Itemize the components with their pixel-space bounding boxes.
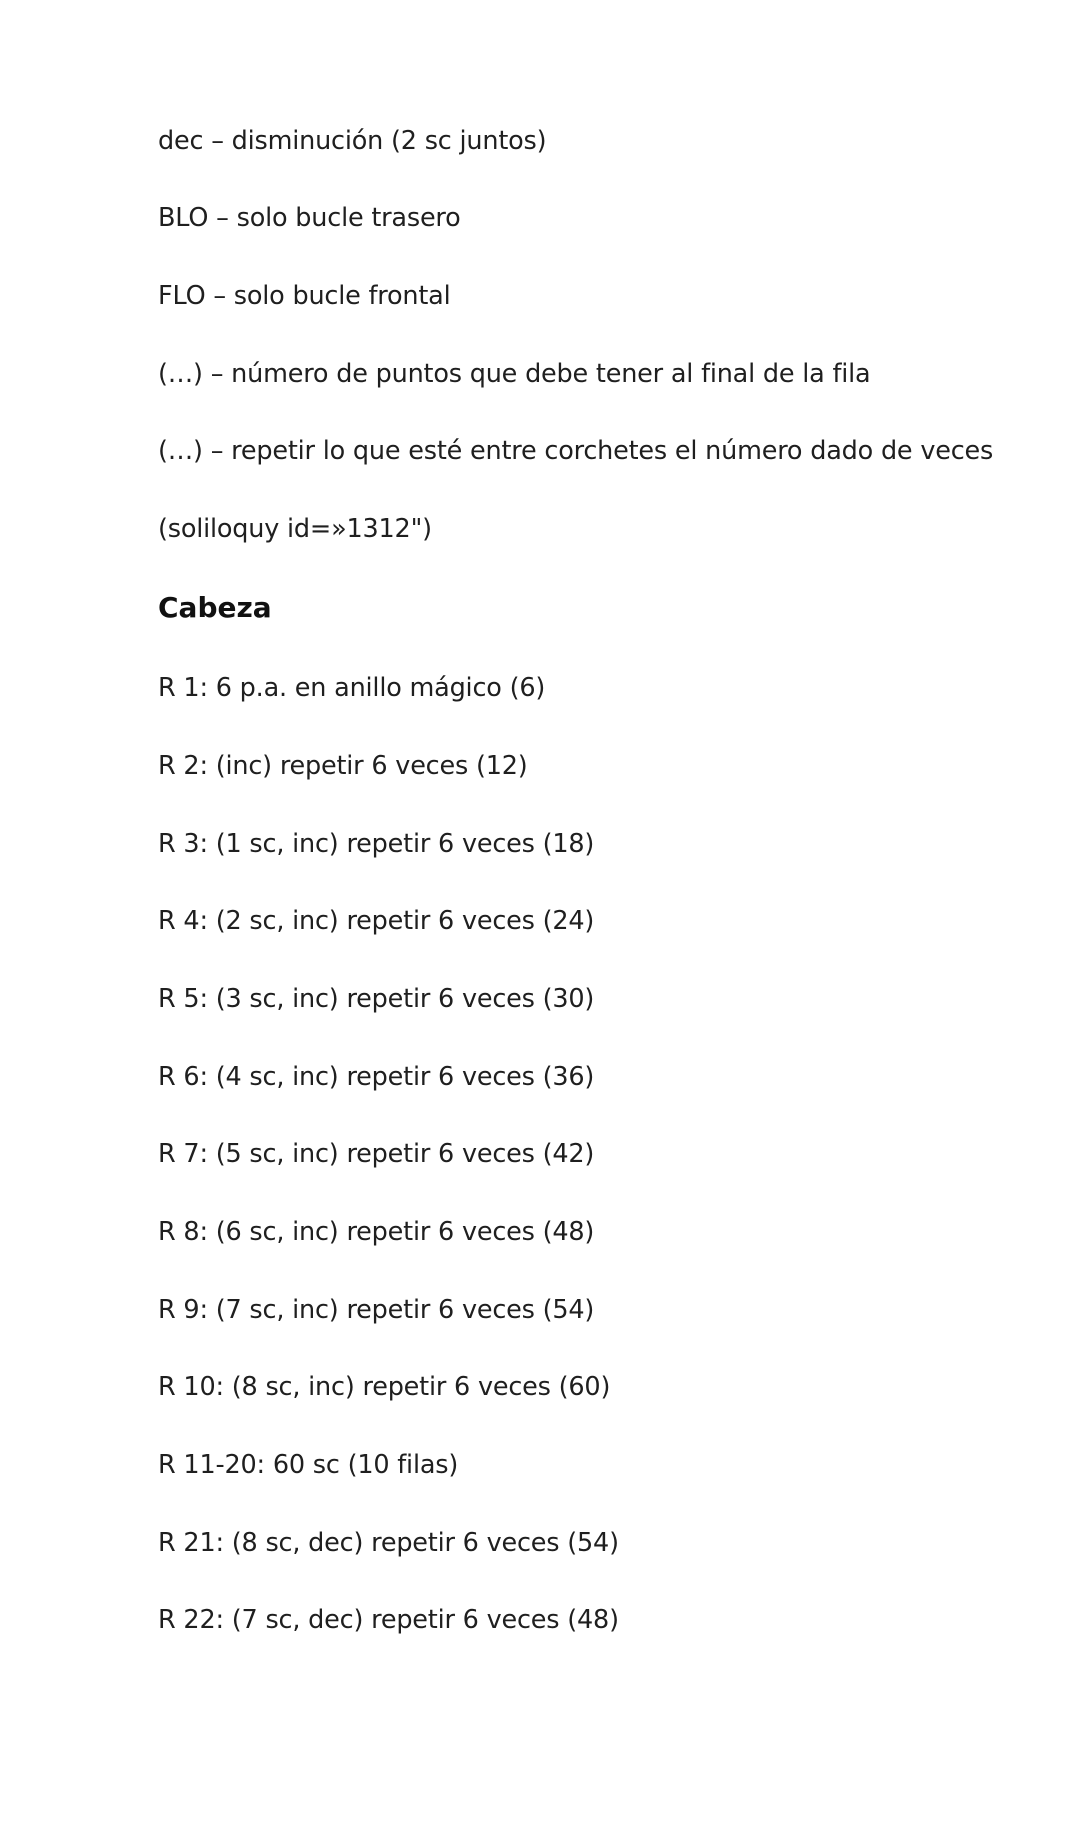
legend-item-dec: dec – disminución (2 sc juntos)	[158, 126, 547, 156]
pattern-row: R 2: (inc) repetir 6 veces (12)	[158, 751, 528, 781]
legend-item-repeat: (…) – repetir lo que esté entre corchetes el número dado de veces	[158, 436, 994, 466]
section-title: Cabeza	[158, 591, 272, 624]
pattern-row: R 5: (3 sc, inc) repetir 6 veces (30)	[158, 984, 595, 1014]
legend-item-flo: FLO – solo bucle frontal	[158, 281, 451, 311]
pattern-row: R 6: (4 sc, inc) repetir 6 veces (36)	[158, 1062, 595, 1092]
pattern-row: R 4: (2 sc, inc) repetir 6 veces (24)	[158, 906, 595, 936]
legend-item-blo: BLO – solo bucle trasero	[158, 203, 461, 233]
pattern-row: R 9: (7 sc, inc) repetir 6 veces (54)	[158, 1295, 595, 1325]
pattern-row: R 10: (8 sc, inc) repetir 6 veces (60)	[158, 1372, 611, 1402]
legend-item-shortcode: (soliloquy id=»1312")	[158, 514, 432, 544]
pattern-row: R 11-20: 60 sc (10 filas)	[158, 1450, 459, 1480]
pattern-row: R 21: (8 sc, dec) repetir 6 veces (54)	[158, 1528, 619, 1558]
legend-item-stitch-count: (…) – número de puntos que debe tener al final de la fila	[158, 359, 871, 389]
pattern-row: R 7: (5 sc, inc) repetir 6 veces (42)	[158, 1139, 595, 1169]
pattern-row: R 3: (1 sc, inc) repetir 6 veces (18)	[158, 829, 595, 859]
pattern-row: R 1: 6 p.a. en anillo mágico (6)	[158, 673, 546, 703]
pattern-row: R 22: (7 sc, dec) repetir 6 veces (48)	[158, 1605, 619, 1635]
pattern-row: R 8: (6 sc, inc) repetir 6 veces (48)	[158, 1217, 595, 1247]
